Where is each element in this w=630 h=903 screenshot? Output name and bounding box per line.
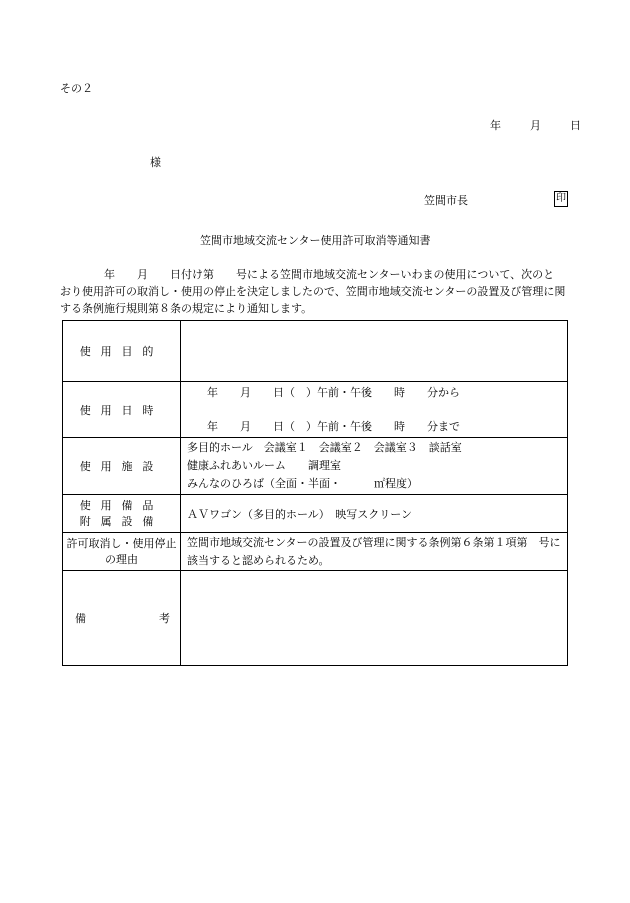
date-month: 月 (530, 119, 541, 132)
table-row-datetime (63, 382, 568, 438)
equipment-value: ＡＶワゴン（多目的ホール） 映写スクリーン (181, 495, 568, 533)
facility-line-3: みんなのひろば（全面・半面・ ㎡程度） (187, 477, 418, 490)
table-row-remarks (63, 571, 568, 666)
table-row-reason (63, 533, 568, 571)
notice-table (62, 320, 568, 666)
equipment-label: 使用備品 附属設備 (63, 495, 181, 533)
purpose-value (181, 321, 568, 382)
facility-label: 使用施設 (63, 438, 181, 495)
remarks-label: 備 考 (63, 571, 181, 666)
table-row-purpose (63, 321, 568, 382)
reason-line-1: 笠間市地域交流センターの設置及び管理に関する条例第６条第１項第 号に (187, 535, 561, 549)
datetime-to: 年 月 日（ ）午前・午後 時 分まで (207, 419, 460, 433)
datetime-from: 年 月 日（ ）午前・午後 時 分から (207, 385, 460, 399)
facility-value (181, 438, 568, 495)
body-line-3: する条例施行規則第８条の規定により通知します。 (60, 302, 313, 315)
facility-line-1: 多目的ホール 会議室１ 会議室２ 会議室３ 談話室 (187, 441, 462, 454)
document-title: 笠間市地域交流センター使用許可取消等通知書 (200, 234, 431, 247)
body-paragraph (60, 266, 570, 317)
reason-line-2: 該当すると認められるため。 (187, 553, 330, 567)
table-row-equipment (63, 495, 568, 533)
datetime-label: 使用日時 (63, 382, 181, 438)
reason-label: 許可取消し・使用停止 の理由 (63, 533, 181, 571)
purpose-label: 使用目的 (63, 321, 181, 382)
remarks-value (181, 571, 568, 666)
reason-value (181, 533, 568, 571)
seal-mark: 印 (554, 191, 568, 207)
facility-line-2: 健康ふれあいルーム 調理室 (187, 459, 341, 472)
table-row-facility (63, 438, 568, 495)
date-line (490, 120, 581, 131)
body-line-2: おり使用許可の取消し・使用の停止を決定しましたので、笠間市地域交流センターの設置及び管理に関 (60, 285, 566, 298)
datetime-value (181, 382, 568, 438)
body-line-1: 年 月 日付け第 号による笠間市地域交流センターいわまの使用について、次のと (60, 268, 555, 281)
form-number: その２ (60, 82, 93, 95)
addressee-suffix: 様 (150, 156, 161, 169)
date-day: 日 (570, 119, 581, 132)
date-year: 年 (490, 119, 501, 132)
issuer-name: 笠間市長 (424, 194, 468, 207)
